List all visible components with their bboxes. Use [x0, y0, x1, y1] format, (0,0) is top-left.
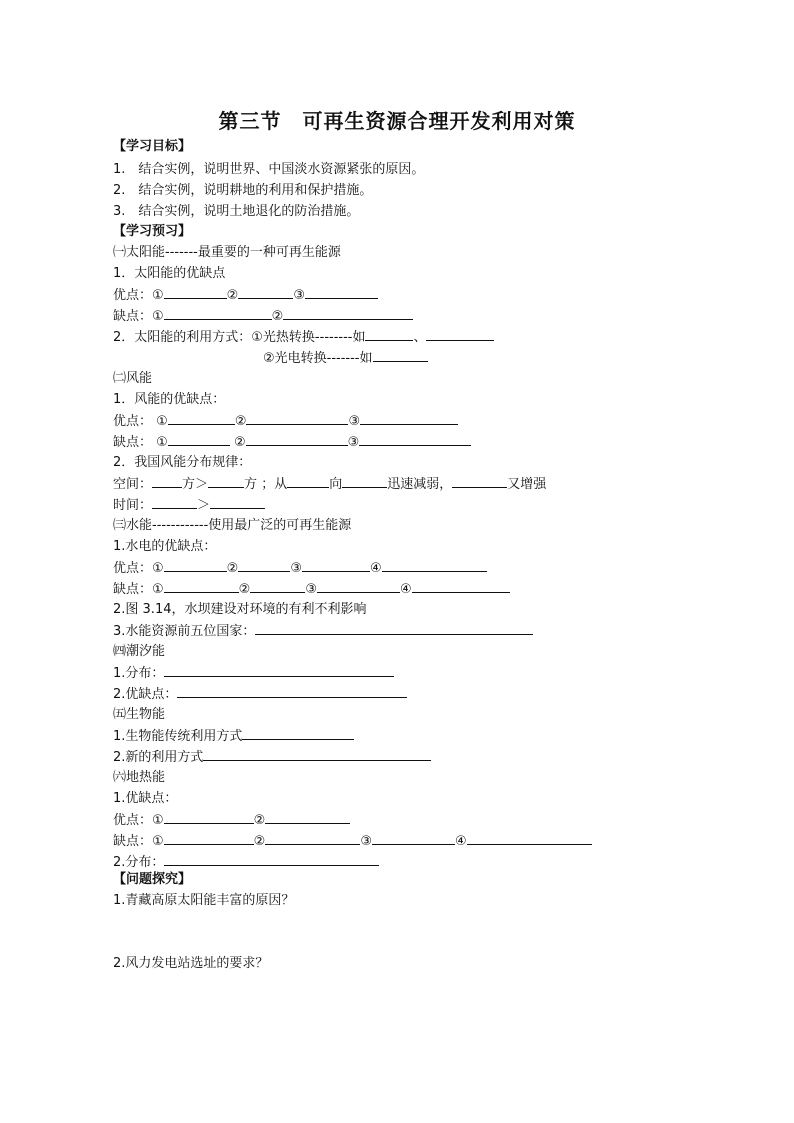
hydro-pros: 优点：① ② ③ ④: [113, 559, 487, 578]
blank[interactable]: [365, 328, 413, 341]
hydro-cons: 缺点：① ② ③ ④: [113, 580, 510, 599]
blank[interactable]: [177, 685, 407, 698]
blank[interactable]: [152, 496, 197, 509]
tidal-q1: 1.分布：: [113, 664, 394, 683]
blank[interactable]: [238, 286, 293, 299]
blank[interactable]: [246, 412, 348, 425]
blank[interactable]: [250, 580, 305, 593]
geo-pros: 优点：① ②: [113, 811, 350, 830]
tidal-q2: 2.优缺点：: [113, 685, 407, 704]
blank[interactable]: [164, 286, 227, 299]
wind-q2: 2．我国风能分布规律：: [113, 455, 252, 470]
blank[interactable]: [203, 748, 431, 761]
wind-heading: ㈡风能: [113, 371, 153, 386]
solar-q2: 2．太阳能的利用方式：①光热转换--------如 、: [113, 328, 494, 347]
wind-pros: 优点： ① ② ③: [113, 412, 458, 431]
blank[interactable]: [302, 559, 370, 572]
blank[interactable]: [246, 433, 348, 446]
blank[interactable]: [265, 832, 360, 845]
blank[interactable]: [317, 580, 400, 593]
blank[interactable]: [210, 496, 265, 509]
blank[interactable]: [255, 622, 533, 635]
wind-space: 空间： 方＞ 方 ；从 向 迅速减弱， 又增强: [113, 477, 547, 492]
hydro-q1: 1.水电的优缺点：: [113, 539, 217, 554]
blank[interactable]: [168, 412, 235, 425]
blank[interactable]: [164, 811, 254, 824]
inquiry-header: 【问题探究】: [113, 872, 192, 887]
blank[interactable]: [305, 286, 378, 299]
objective-2: 2. 结合实例，说明耕地的利用和保护措施。: [113, 183, 373, 198]
blank[interactable]: [372, 832, 455, 845]
blank[interactable]: [373, 349, 428, 362]
blank[interactable]: [452, 475, 507, 488]
blank[interactable]: [168, 433, 230, 446]
objective-1: 1. 结合实例，说明世界、中国淡水资源紧张的原因。: [113, 162, 425, 177]
blank[interactable]: [467, 832, 592, 845]
hydro-q3: 3.水能资源前五位国家：: [113, 622, 533, 641]
objective-3: 3. 结合实例，说明土地退化的防治措施。: [113, 204, 360, 219]
inquiry-q2: 2.风力发电站选址的要求？: [113, 956, 269, 971]
blank[interactable]: [265, 811, 350, 824]
wind-q1: 1．风能的优缺点：: [113, 392, 226, 407]
solar-q1: 1．太阳能的优缺点: [113, 266, 226, 281]
blank[interactable]: [342, 475, 387, 488]
hydro-heading: ㈢水能------------使用最广泛的可再生能源: [113, 518, 352, 533]
blank[interactable]: [426, 328, 494, 341]
wind-time: 时间： ＞: [113, 496, 265, 515]
solar-way2: ②光电转换-------如: [263, 349, 428, 368]
hydro-q2: 2.图 3.14，水坝建设对环境的有利不利影响: [113, 602, 367, 617]
blank[interactable]: [412, 580, 510, 593]
blank[interactable]: [164, 307, 272, 320]
preview-header: 【学习预习】: [113, 224, 192, 239]
bio-q2: 2.新的利用方式: [113, 748, 431, 767]
tidal-heading: ㈣潮汐能: [113, 644, 166, 659]
bio-q1: 1.生物能传统利用方式: [113, 727, 354, 746]
objectives-header: 【学习目标】: [113, 139, 192, 154]
blank[interactable]: [283, 307, 413, 320]
blank[interactable]: [382, 559, 487, 572]
blank[interactable]: [164, 559, 227, 572]
blank[interactable]: [164, 853, 379, 866]
geo-heading: ㈥地热能: [113, 770, 166, 785]
solar-cons: 缺点：① ②: [113, 307, 413, 326]
solar-heading: ㈠太阳能-------最重要的一种可再生能源: [113, 245, 341, 260]
wind-cons: 缺点： ① ② ③: [113, 433, 471, 452]
inquiry-q1: 1.青藏高原太阳能丰富的原因？: [113, 893, 295, 908]
blank[interactable]: [164, 664, 394, 677]
geo-cons: 缺点：① ② ③ ④: [113, 832, 592, 851]
blank[interactable]: [164, 580, 239, 593]
blank[interactable]: [152, 475, 182, 488]
blank[interactable]: [359, 433, 471, 446]
geo-q2: 2.分布：: [113, 853, 379, 872]
page-title: 第三节 可再生资源合理开发利用对策: [218, 109, 576, 133]
blank[interactable]: [242, 727, 354, 740]
blank[interactable]: [238, 559, 290, 572]
blank[interactable]: [164, 832, 254, 845]
bio-heading: ㈤生物能: [113, 707, 166, 722]
solar-pros: 优点：① ② ③: [113, 286, 378, 305]
blank[interactable]: [208, 475, 244, 488]
blank[interactable]: [287, 475, 329, 488]
geo-q1: 1.优缺点：: [113, 791, 178, 806]
blank[interactable]: [360, 412, 458, 425]
